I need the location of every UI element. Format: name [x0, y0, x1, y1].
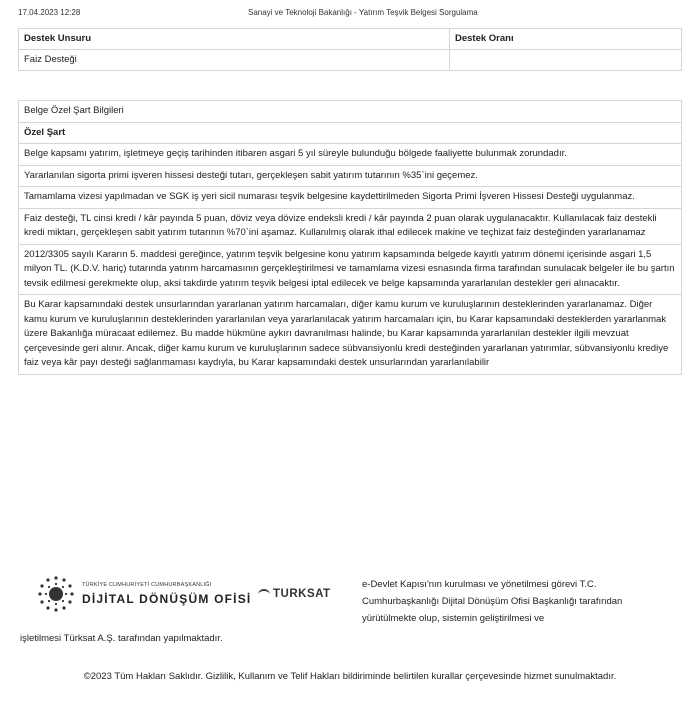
destek-table [18, 28, 682, 71]
col-header-destek-orani: Destek Oranı [450, 29, 682, 50]
cell-destek-orani [450, 50, 682, 71]
cell-destek-unsuru: Faiz Desteği [19, 50, 450, 71]
table-caption-row [19, 101, 682, 123]
ozel-sart-cell: Faiz desteği, TL cinsi kredi / kâr payında 5 puan, döviz veya dövize endeksli kredi / kâr payında 2 puan olarak uygulanacaktır. Kullanılacak faiz destekli kredi miktarı, gerçekleşen sabit yatırım tutarının %70`ini aşamaz. Kullanılmış olarak ithal edilecek makine ve teçhizat faiz desteğinden yararlanamaz [19, 208, 682, 244]
table-row [19, 295, 682, 375]
turksat-wave-icon [258, 589, 270, 599]
table-row [19, 187, 682, 209]
ddo-logo-subtitle: TÜRKİYE CUMHURİYETİ CUMHURBAŞKANLIĞI [82, 582, 212, 588]
table-row [19, 208, 682, 244]
table-caption: Belge Özel Şart Bilgileri [19, 101, 682, 123]
turksat-logo [258, 588, 331, 600]
table-row [19, 165, 682, 187]
ozel-sart-table [18, 100, 682, 375]
print-header [18, 8, 682, 20]
footer-copyright: ©2023 Tüm Hakları Saklıdır. Gizlilik, Kullanım ve Telif Hakları bildiriminde belirtilen kurallar çerçevesinde hizmet sunulmaktadır. [83, 671, 617, 682]
table-header-row [19, 29, 682, 50]
turksat-logo-text: TURKSAT [273, 588, 331, 600]
table-row [19, 50, 682, 71]
cumhurbaskanligi-seal-icon [36, 574, 76, 614]
table-row [19, 144, 682, 166]
ozel-sart-cell: Belge kapsamı yatırım, işletmeye geçiş tarihinden itibaren asgari 5 yıl süreyle bulunduğu bölgede faaliyette bulunmak zorundadır. [19, 144, 682, 166]
ddo-logo-title: DİJİTAL DÖNÜŞÜM OFİSİ [82, 592, 252, 606]
col-header-ozel-sart: Özel Şart [19, 122, 682, 144]
footer-info-text: e-Devlet Kapısı'nın kurulması ve yönetilmesi görevi T.C. Cumhurbaşkanlığı Dijital Dönüşüm Ofisi Başkanlığı tarafından yürütülmekte olup, sistemin geliştirilmesi ve [362, 579, 623, 624]
ozel-sart-cell: Tamamlama vizesi yapılmadan ve SGK iş yeri sicil numarası teşvik belgesine kaydettirilmeden Sigorta Primi İşveren Hissesi Desteği uygulanmaz. [19, 187, 682, 209]
footer-info-text-continued: işletilmesi Türksat A.Ş. tarafından yapılmaktadır. [20, 633, 223, 644]
page-title: Sanayi ve Teknoloji Bakanlığı - Yatırım Teşvik Belgesi Sorgulama [248, 8, 478, 17]
print-timestamp: 17.04.2023 12:28 [18, 8, 81, 17]
ozel-sart-cell: Yararlanılan sigorta primi işveren hissesi desteği tutarı, gerçekleşen sabit yatırım tutarının %35`ini geçemez. [19, 165, 682, 187]
ozel-sart-cell: Bu Karar kapsamındaki destek unsurlarından yararlanan yatırım harcamaları, diğer kamu kurum ve kuruluşlarının desteklerinden yararlanamaz. Diğer kamu kurum ve kuruluşlarının desteklerinden yararlanılan veya yararlanılacak yatırım harcamaları için, bu Karar kapsamındaki desteklerden yararlanmak üzere Bakanlığa müracaat edilemez. Bu madde hükmüne aykırı davranılması halinde, bu Karar kapsamında yararlanılan destekler ilgili mevzuat çerçevesinde geri alınır. Ancak, diğer kamu kurum ve kuruluşlarının sadece sübvansiyonlu kredi desteğinden yararlanan yatırımlar, sübvansiyonlu krediye faiz veya kâr payı desteği sağlanmaması kaydıyla, bu Karar kapsamındaki destek unsurlarından yararlanılabilir [19, 295, 682, 375]
table-row [19, 244, 682, 295]
table-header-row [19, 122, 682, 144]
footer-logos [36, 574, 346, 626]
col-header-destek-unsuru: Destek Unsuru [19, 29, 450, 50]
ozel-sart-cell: 2012/3305 sayılı Kararın 5. maddesi gereğince, yatırım teşvik belgesine konu yatırım kapsamında belgede kayıtlı yatırım dönemi içerisinde asgari 1,5 milyon TL. (K.D.V. hariç) tutarında yatırım harcamasının gerçekleştirilmesi ve tamamlama vizesi esnasında firma tarafından sunulacak belgeler ile bu şartın tevsik edilmesi gerekmekte olup, aksi takdirde yatırım teşvik belgesi iptal edilecek ve belge kapsamında yararlanılan destekler geri alınacaktır. [19, 244, 682, 295]
